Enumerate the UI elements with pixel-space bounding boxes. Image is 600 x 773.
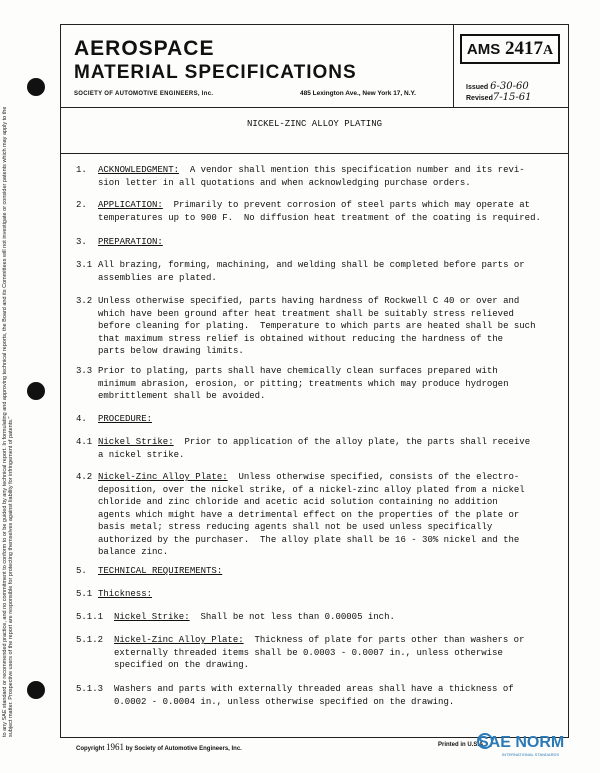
punch-hole-top (27, 78, 45, 96)
clause-text (98, 436, 530, 461)
printed-in: Printed in U.S.A. (438, 742, 486, 748)
ams-prefix: AMS (466, 41, 501, 58)
copyright-year: 1961 (106, 742, 125, 752)
clause-body: Prior to plating, parts shall have chemically clean surfaces prepared with minimum abrasion, erosion, or pitting; treatments which may produce hydrogen embrittlement shall be avoided. (98, 366, 509, 401)
watermark-brand: SAE NORM (478, 734, 565, 751)
clause-body: Shall be not less than 0.00005 inch. (200, 612, 395, 622)
sae-norm-watermark (476, 729, 594, 759)
punch-hole-middle (27, 382, 45, 400)
title-rule (60, 153, 569, 154)
revised-label: Revised (466, 95, 493, 102)
clause-heading: ACKNOWLEDGMENT: (98, 165, 180, 175)
clause-heading: APPLICATION: (98, 200, 163, 210)
clause-text (98, 365, 508, 403)
revised-date: 7-15-61 (492, 92, 532, 103)
clause-number: 3.1 (76, 260, 93, 270)
clause-number: 3. (76, 237, 87, 247)
clause-text (98, 259, 525, 284)
clause-body: Prior to application of the alloy plate, the parts shall receive a nickel strike. (98, 437, 531, 460)
clause-text (98, 236, 163, 249)
issued-date: 6-30-60 (490, 81, 529, 92)
clause-number: 4. (76, 414, 87, 424)
clause-body: All brazing, forming, machining, and welding shall be completed before parts or assemblies are plated. (98, 260, 525, 283)
clause-text (114, 683, 514, 708)
clause-heading: Nickel Strike: (114, 612, 190, 622)
clause-number: 5. (76, 566, 87, 576)
copyright-owner: by Society of Automotive Engineers, Inc. (125, 746, 242, 752)
header-vertical-divider (453, 24, 454, 107)
issued-label: Issued (466, 84, 489, 91)
punch-hole-bottom (27, 681, 45, 699)
clause-heading: Nickel-Zinc Alloy Plate: (114, 635, 244, 645)
clause-number: 4.2 (76, 472, 93, 482)
clause-number: 5.1.3 (76, 684, 104, 694)
watermark-tagline: INTERNATIONAL STANDARDS (502, 752, 560, 757)
clause-text (98, 164, 525, 189)
clause-number: 2. (76, 200, 87, 210)
clause-body: Washers and parts with externally threaded areas shall have a thickness of 0.0002 - 0.0004 in., unless otherwise specified on the drawing. (114, 684, 514, 707)
clause-number: 4.1 (76, 437, 93, 447)
clause-heading: PROCEDURE: (98, 414, 153, 424)
copyright-label: Copyright (76, 746, 105, 752)
header-title-material-specs: MATERIAL SPECIFICATIONS (74, 62, 357, 83)
clause-number: 1. (76, 165, 87, 175)
header-society: SOCIETY OF AUTOMOTIVE ENGINEERS, Inc. (74, 91, 214, 97)
clause-body: Thickness of plate for parts other than washers or externally threaded items shall be 0.0003 - 0.0007 in., unless otherwise specified on the drawing. (114, 635, 525, 670)
clause-text (98, 588, 152, 601)
clause-heading: PREPARATION: (98, 237, 163, 247)
clause-text (114, 634, 524, 672)
clause-number: 3.3 (76, 366, 93, 376)
clause-body: Primarily to prevent corrosion of steel parts which may operate at temperatures up to 900 F. No diffusion heat treatment of the coating is required. (98, 200, 541, 223)
header-divider (60, 107, 569, 108)
revised-line (466, 92, 531, 103)
clause-text (98, 413, 152, 426)
issued-line (466, 81, 529, 92)
clause-heading: TECHNICAL REQUIREMENTS: (98, 566, 223, 576)
clause-number: 3.2 (76, 296, 93, 306)
ams-number-box (460, 34, 560, 64)
clause-body: Unless otherwise specified, parts having hardness of Rockwell C 40 or over and which have been ground after heat treatment shall be suitably stress relieved before cleaning for plating. Temperature to which parts are heated shall be such that maximum stress relief is obtained without reducing the hardness of the parts below drawing limits. (98, 296, 536, 356)
clause-text (114, 611, 395, 624)
clause-heading: Thickness: (98, 589, 153, 599)
side-legal-note: to any SAE standard or recommended practice, and no commitment to conform to or be guided by any technical report. In formulating and approving technical reports, the Board and its Committees will not investigate or consider patents which may apply to the subject matter. Prospective users of the report are responsible for protecting themselves against liability for infringement of patents." (1, 106, 14, 737)
clause-body: A vendor shall mention this specification number and its revi- sion letter in all quotations and when acknowledging purchase orders. (98, 165, 525, 188)
clause-text (98, 295, 535, 358)
clause-number: 5.1 (76, 589, 93, 599)
copyright-line (76, 742, 242, 752)
clause-heading: Nickel-Zinc Alloy Plate: (98, 472, 228, 482)
clause-number: 5.1.1 (76, 612, 104, 622)
clause-heading: Nickel Strike: (98, 437, 174, 447)
ams-number: 2417 (504, 38, 543, 59)
ams-revision: A (542, 43, 554, 58)
clause-number: 5.1.2 (76, 635, 104, 645)
clause-text (98, 199, 541, 224)
header-address: 485 Lexington Ave., New York 17, N.Y. (300, 90, 416, 97)
clause-body: Unless otherwise specified, consists of the electro- deposition, over the nickel strike, of a nickel-zinc alloy plated from a nickel chloride and zinc chloride and acetic acid solution containing no addition agents which might have a detrimental effect on the properties of the plate or basis metal; stress reducing agents shall not be used unless specifically authorized by the purchaser. The alloy plate shall be 16 - 30% nickel and the balance zinc. (98, 472, 525, 557)
header-title-aerospace: AEROSPACE (74, 37, 215, 60)
clause-text (98, 565, 222, 578)
clause-text (98, 471, 525, 559)
document-title: NICKEL-ZINC ALLOY PLATING (246, 119, 383, 129)
